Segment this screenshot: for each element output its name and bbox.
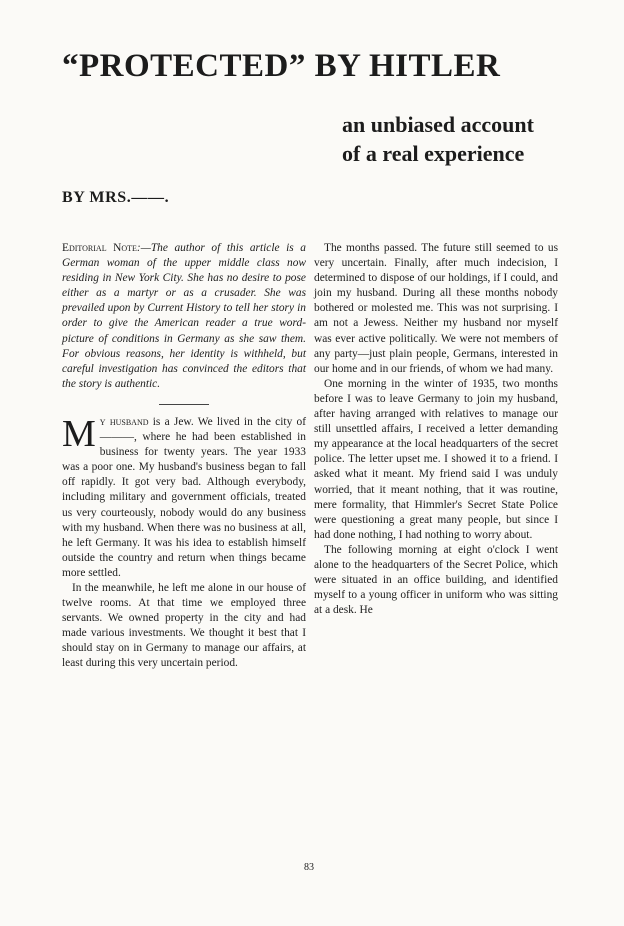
paragraph-3: The months passed. The future still seemed to us very uncertain. Finally, after much indecision, I determined to dispose of our holdings, if I could, and join my husband. During all these months nobody bothered or molested me. This was not surprising. I am not a Jewess. Neither my husband nor myself was ever active politically. We were not members of any party—just plain people, Germans, interested in our home and in our friends, of whom we had many.: [314, 242, 558, 375]
editorial-note-text: The author of this article is a German woman of the upper middle class now residing in New York City. She has no desire to pose either as a martyr or as a crusader. She was prevailed upon by Current History to tell her story in order to give the American reader a true word-picture of conditions in Germany as she saw them. For obvious reasons, her identity is withheld, but careful investigation has convinced the editors that the story is authentic.: [62, 242, 306, 390]
byline: BY MRS.——.: [62, 189, 170, 206]
editorial-note: [62, 241, 306, 392]
paragraph-1-text: is a Jew. We lived in the city of ———, where he had been established in business for twenty years. The year 1933 was a poor one. My husband's business began to fall off rapidly. It got very bad. Although everybody, including military and government officials, treated us very courteously, nobody would do any business with my husband. When there was no business at all, he left Germany. It was his idea to establish himself outside the country and return when things became more settled.: [62, 415, 306, 579]
article-subtitle: [342, 110, 602, 168]
subtitle-line-1: an unbiased account: [342, 112, 534, 137]
editorial-note-separator: :—: [136, 242, 151, 254]
section-divider: [159, 404, 209, 405]
paragraph-2: In the meanwhile, he left me alone in our house of twelve rooms. At that time we employed three servants. We owned property in the city and had made various investments. We thought it best that I should stay on in Germany to manage our affairs, at least during this very uncertain period.: [62, 581, 306, 670]
article-title: “PROTECTED” BY HITLER: [62, 48, 501, 84]
column-right: [314, 241, 558, 618]
paragraph-1: [62, 412, 306, 581]
editorial-note-label: Editorial Note: [62, 242, 137, 254]
paragraph-5: The following morning at eight o'clock I went alone to the headquarters of the Secret Police, which were situated in an office building, and identified myself to a young officer in uniform who was sitting at a desk. He: [314, 543, 558, 617]
drop-cap: M: [62, 412, 96, 455]
paragraph-4: One morning in the winter of 1935, two months before I was to leave Germany to join my husband, after having arranged with relatives to manage our still unsettled affairs, I received a letter demanding my appearance at the local headquarters of the secret police. The letter upset me. I showed it to a friend. I asked what it meant. My friend said I was unduly worried, that it meant nothing, that it was routine, mere formality, that Himmler's Secret State Police were questioning a great many people, but since I had done nothing, I had nothing to worry about.: [314, 377, 558, 541]
column-left: [62, 241, 306, 672]
subtitle-line-2: of a real experience: [342, 141, 525, 166]
lead-words: y husband: [99, 415, 149, 428]
page-number: 83: [304, 862, 314, 873]
